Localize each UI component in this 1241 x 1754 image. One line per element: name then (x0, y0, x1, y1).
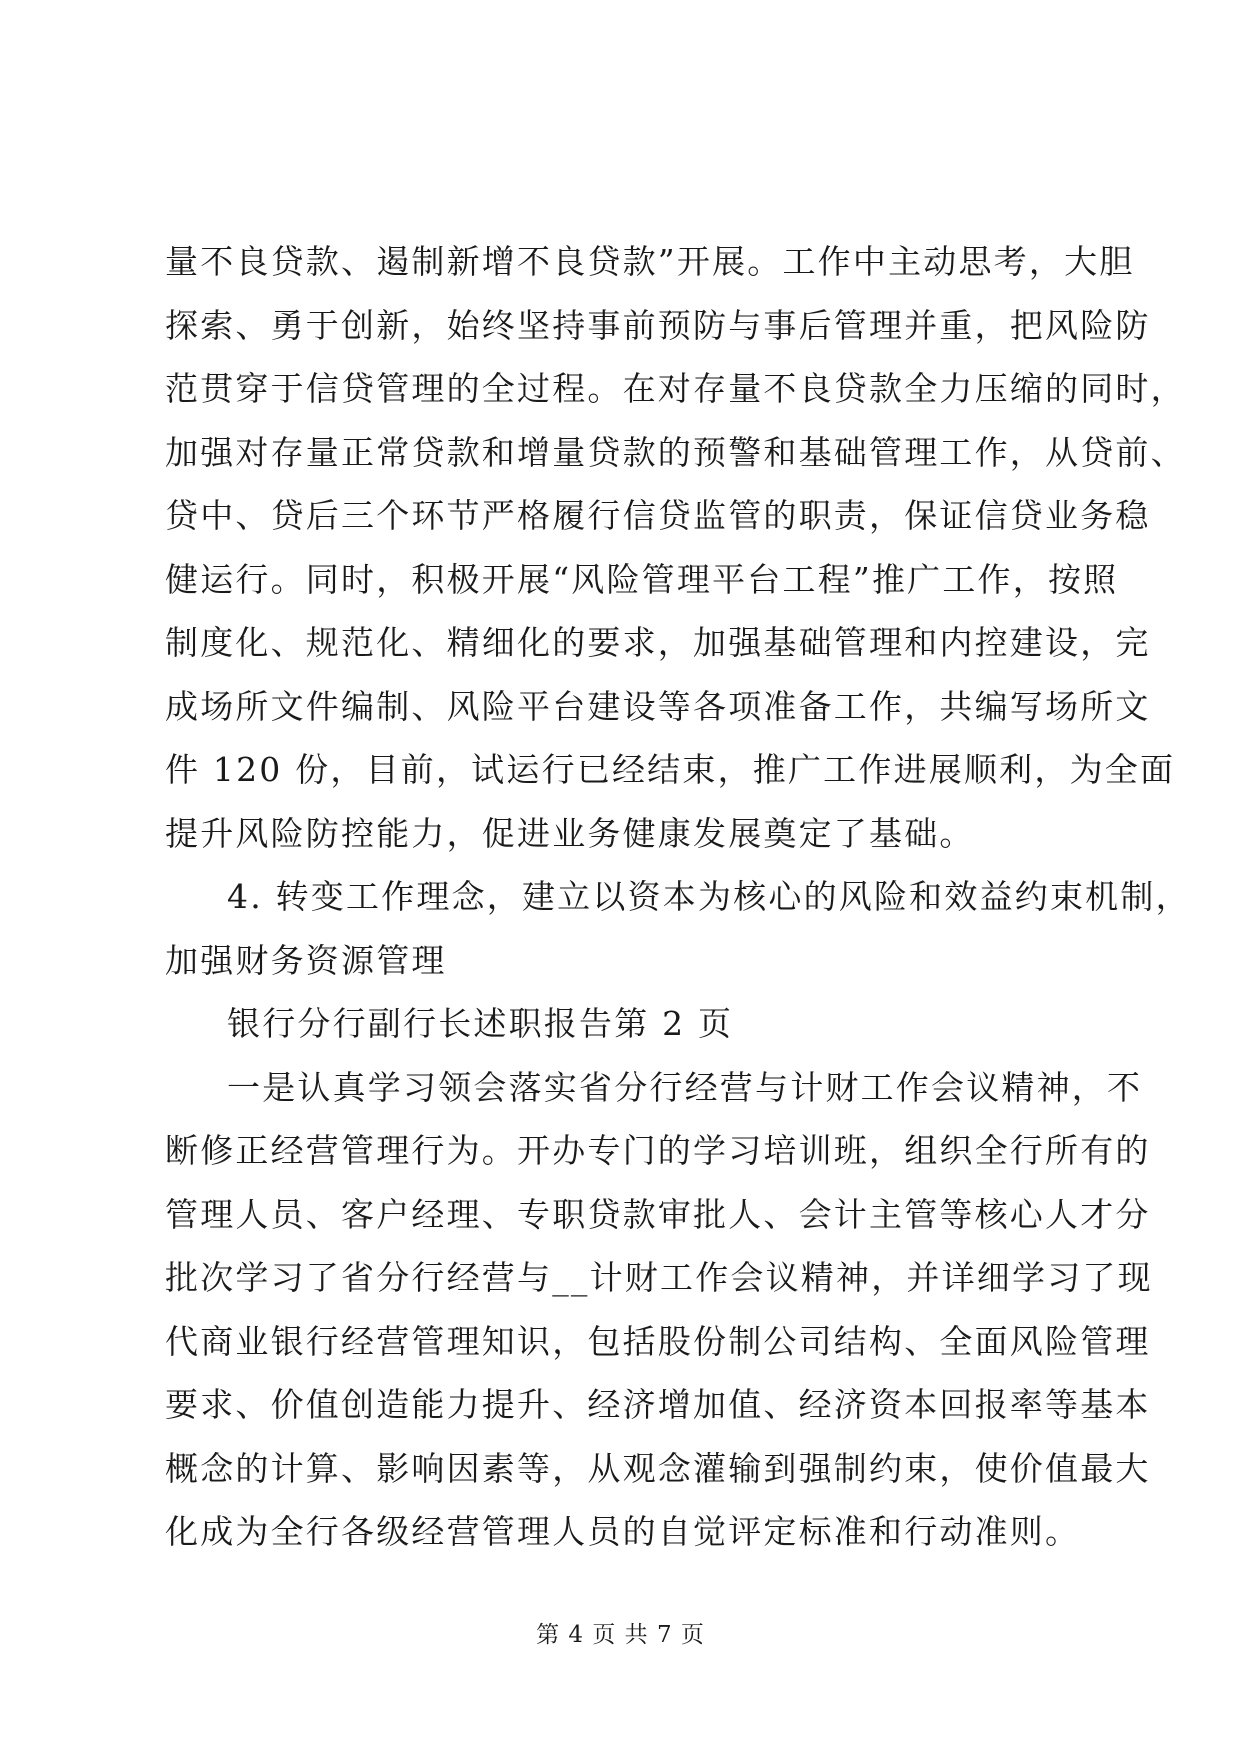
text-line: 件 120 份，目前，试运行已经结束，推广工作进展顺利，为全面 (165, 750, 1176, 789)
text-line: 一是认真学习领会落实省分行经营与计财工作会议精神，不 (227, 1067, 1143, 1107)
text-line: 范贯穿于信贷管理的全过程。在对存量不良贷款全力压缩的同时， (165, 369, 1186, 408)
text-line: 贷中、贷后三个环节严格履行信贷监管的职责，保证信贷业务稳 (165, 496, 1151, 535)
heading-line: 4. 转变工作理念，建立以资本为核心的风险和效益约束机制， (227, 877, 1191, 916)
text-line: 探索、勇于创新，始终坚持事前预防与事后管理并重，把风险防 (165, 305, 1151, 345)
text-line: 量不良贷款、遏制新增不良贷款”开展。工作中主动思考，大胆 (165, 242, 1135, 281)
body-paragraph (165, 1056, 1153, 1564)
text-line: 管理人员、客户经理、专职贷款审批人、会计主管等核心人才分 (165, 1194, 1151, 1234)
text-line: 加强对存量正常贷款和增量贷款的预警和基础管理工作，从贷前、 (165, 432, 1186, 472)
text-line: 批次学习了省分行经营与__计财工作会议精神，并详细学习了现 (165, 1258, 1153, 1297)
text-line: 断修正经营管理行为。开办专门的学习培训班，组织全行所有的 (165, 1131, 1151, 1170)
text-line: 健运行。同时，积极开展“风险管理平台工程”推广工作，按照 (165, 559, 1119, 599)
text-line: 提升风险防控能力，促进业务健康发展奠定了基础。 (165, 813, 975, 853)
page-number: 第 4 页 共 7 页 (536, 1622, 705, 1648)
text-line: 成场所文件编制、风险平台建设等各项准备工作，共编写场所文 (165, 686, 1151, 726)
section-heading (165, 865, 1191, 992)
continuation-paragraph (165, 230, 1186, 865)
page-footer (0, 1620, 1241, 1650)
heading-line: 加强财务资源管理 (165, 940, 447, 980)
text-line: 要求、价值创造能力提升、经济增加值、经济资本回报率等基本 (165, 1385, 1151, 1424)
running-title (165, 992, 1125, 1056)
text-line: 代商业银行经营管理知识，包括股份制公司结构、全面风险管理 (165, 1321, 1151, 1361)
text-line: 概念的计算、影响因素等，从观念灌输到强制约束，使价值最大 (165, 1448, 1151, 1488)
document-body (165, 230, 1191, 1564)
text-line: 制度化、规范化、精细化的要求，加强基础管理和内控建设，完 (165, 623, 1151, 662)
running-title-line: 银行分行副行长述职报告第 2 页 (227, 1004, 734, 1043)
text-line: 化成为全行各级经营管理人员的自觉评定标准和行动准则。 (165, 1512, 1081, 1551)
